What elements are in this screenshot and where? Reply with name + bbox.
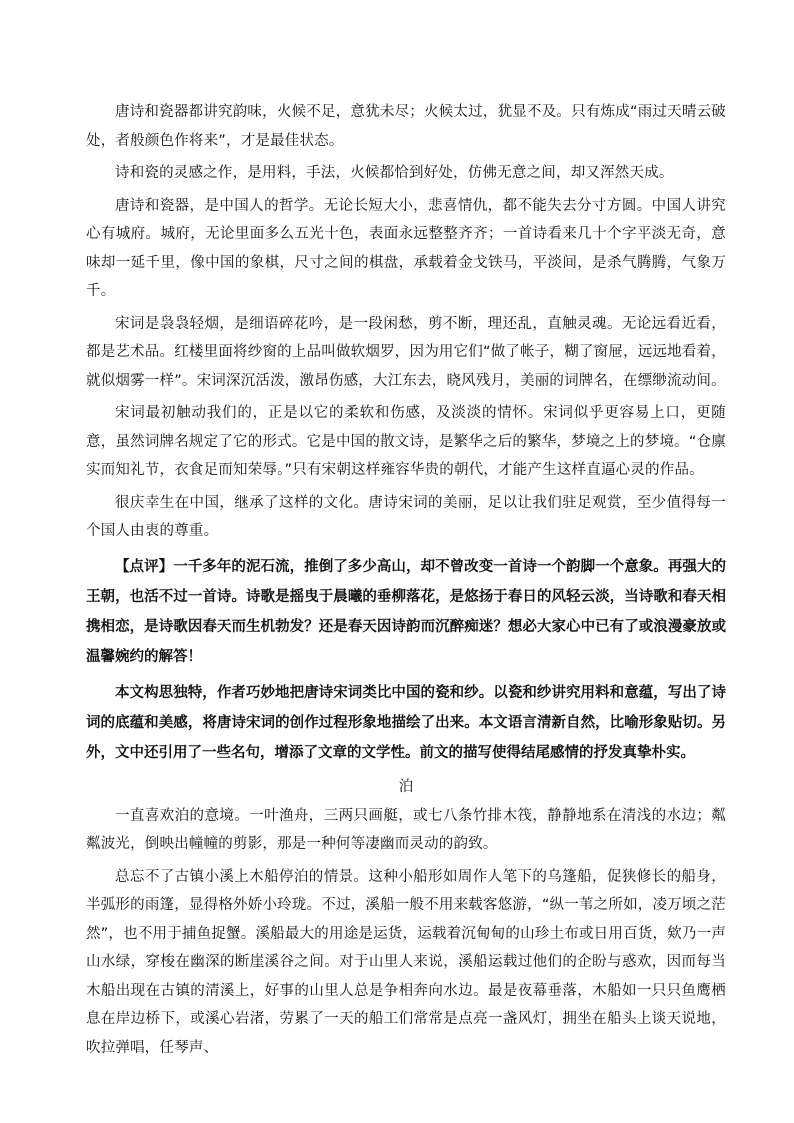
comment-section — [86, 552, 726, 768]
paragraph-8: 总忘不了古镇小溪上木船停泊的情景。这种小船形如周作人笔下的乌篷船，促狭修长的船身，半弧形的雨篷，显得格外娇小玲珑。不过，溪船一般不用来载客悠游，“纵一苇之所如，凌万顷之茫然”，也不用于捕鱼捉蟹。溪船最大的用途是运货，运载着沉甸甸的山珍土布或日用百货，欸乃一声山水绿，穿梭在幽深的断崖溪谷之间。对于山里人来说，溪船运载过他们的企盼与惑欢，因而每当木船出现在古镇的清溪上，好事的山里人总是争相奔向水边。最是夜幕垂落，木船如一只只鱼鹰栖息在岸边桥下，或溪心岩渚，劳累了一天的船工们常常是点亮一盏风灯，拥坐在船头上谈天说地，吹拉弹唱，任琴声、 — [86, 868, 726, 1056]
section-title: 泊 — [398, 778, 414, 795]
comment-label: 【点评】 — [115, 557, 174, 575]
essay-lower-section — [86, 802, 726, 1063]
analysis-paragraph: 本文构思独特，作者巧妙地把唐诗宋词类比中国的瓷和纱。以瓷和纱讲究用料和意蕴，写出了诗词的底蕴和美感，将唐诗宋词的创作过程形象地描绘了出来。本文语言清新自然，比喻形象贴切。另外，文中还引用了一些名句，增添了文章的文学性。前文的描写使得结尾感情的抒发真挚朴实。 — [86, 683, 726, 761]
comment-paragraph — [86, 552, 726, 672]
paragraph-6: 很庆幸生在中国，继承了这样的文化。唐诗宋词的美丽，足以让我们驻足观赏，至少值得每一个国人由衷的尊重。 — [86, 494, 726, 539]
paragraph-1: 唐诗和瓷器都讲究韵味，火候不足，意犹未尽；火候太过，犹显不及。只有炼成“雨过天晴云破处，者般颜色作将来”，才是最佳状态。 — [86, 104, 726, 149]
paragraph-5: 宋词最初触动我们的，正是以它的柔软和伤感，及淡淡的情怀。宋词似乎更容易上口，更随意，虽然词牌名规定了它的形式。它是中国的散文诗，是繁华之后的繁华，梦境之上的梦境。“仓廪实而知礼节，衣食足而知荣辱。”只有宋朝这样雍容华贵的朝代，才能产生这样直逼心灵的作品。 — [86, 405, 726, 478]
paragraph-7: 一直喜欢泊的意境。一叶渔舟，三两只画艇，或七八条竹排木筏，静静地系在清浅的水边；粼粼波光，倒映出幢幢的剪影，那是一种何等凄幽而灵动的韵致。 — [86, 807, 726, 852]
comment-text: 一千多年的泥石流，推倒了多少高山，却不曾改变一首诗一个韵脚一个意象。再强大的王朝，也活不过一首诗。诗歌是摇曳于晨曦的垂柳落花，是悠扬于春日的风轻云淡，当诗歌和春天相携相恋，是诗歌因春天而生机勃发？还是春天因诗韵而沉醉痴迷？想必大家心中已有了或浪漫豪放或温馨婉约的解答！ — [86, 557, 727, 665]
essay-upper-section — [86, 98, 726, 546]
paragraph-3: 唐诗和瓷器，是中国人的哲学。无论长短大小，悲喜情仇，都不能失去分寸方圆。中国人讲究心有城府。城府，无论里面多么五光十色，表面永远整整齐齐；一首诗看来几十个字平淡无奇，意味却一延千里，像中国的象棋，尺寸之间的棋盘，承载着金戈铁马，平淡间，是杀气腾腾，气象万千。 — [86, 197, 726, 299]
paragraph-2: 诗和瓷的灵感之作，是用料，手法，火候都恰到好处，仿佛无意之间，却又浑然天成。 — [115, 165, 674, 181]
paragraph-4: 宋词是袅袅轻烟，是细语碎花吟，是一段闲愁，剪不断，理还乱，直触灵魂。无论远看近看，都是艺术品。红楼里面将纱窗的上品叫做软烟罗，因为用它们“做了帐子，糊了窗屉，远远地看着，就似烟雾一样”。宋词深沉活泼，激昂伤感，大江东去，晓风残月，美丽的词牌名，在缥缈流动间。 — [86, 315, 726, 389]
document-page — [86, 98, 726, 1062]
